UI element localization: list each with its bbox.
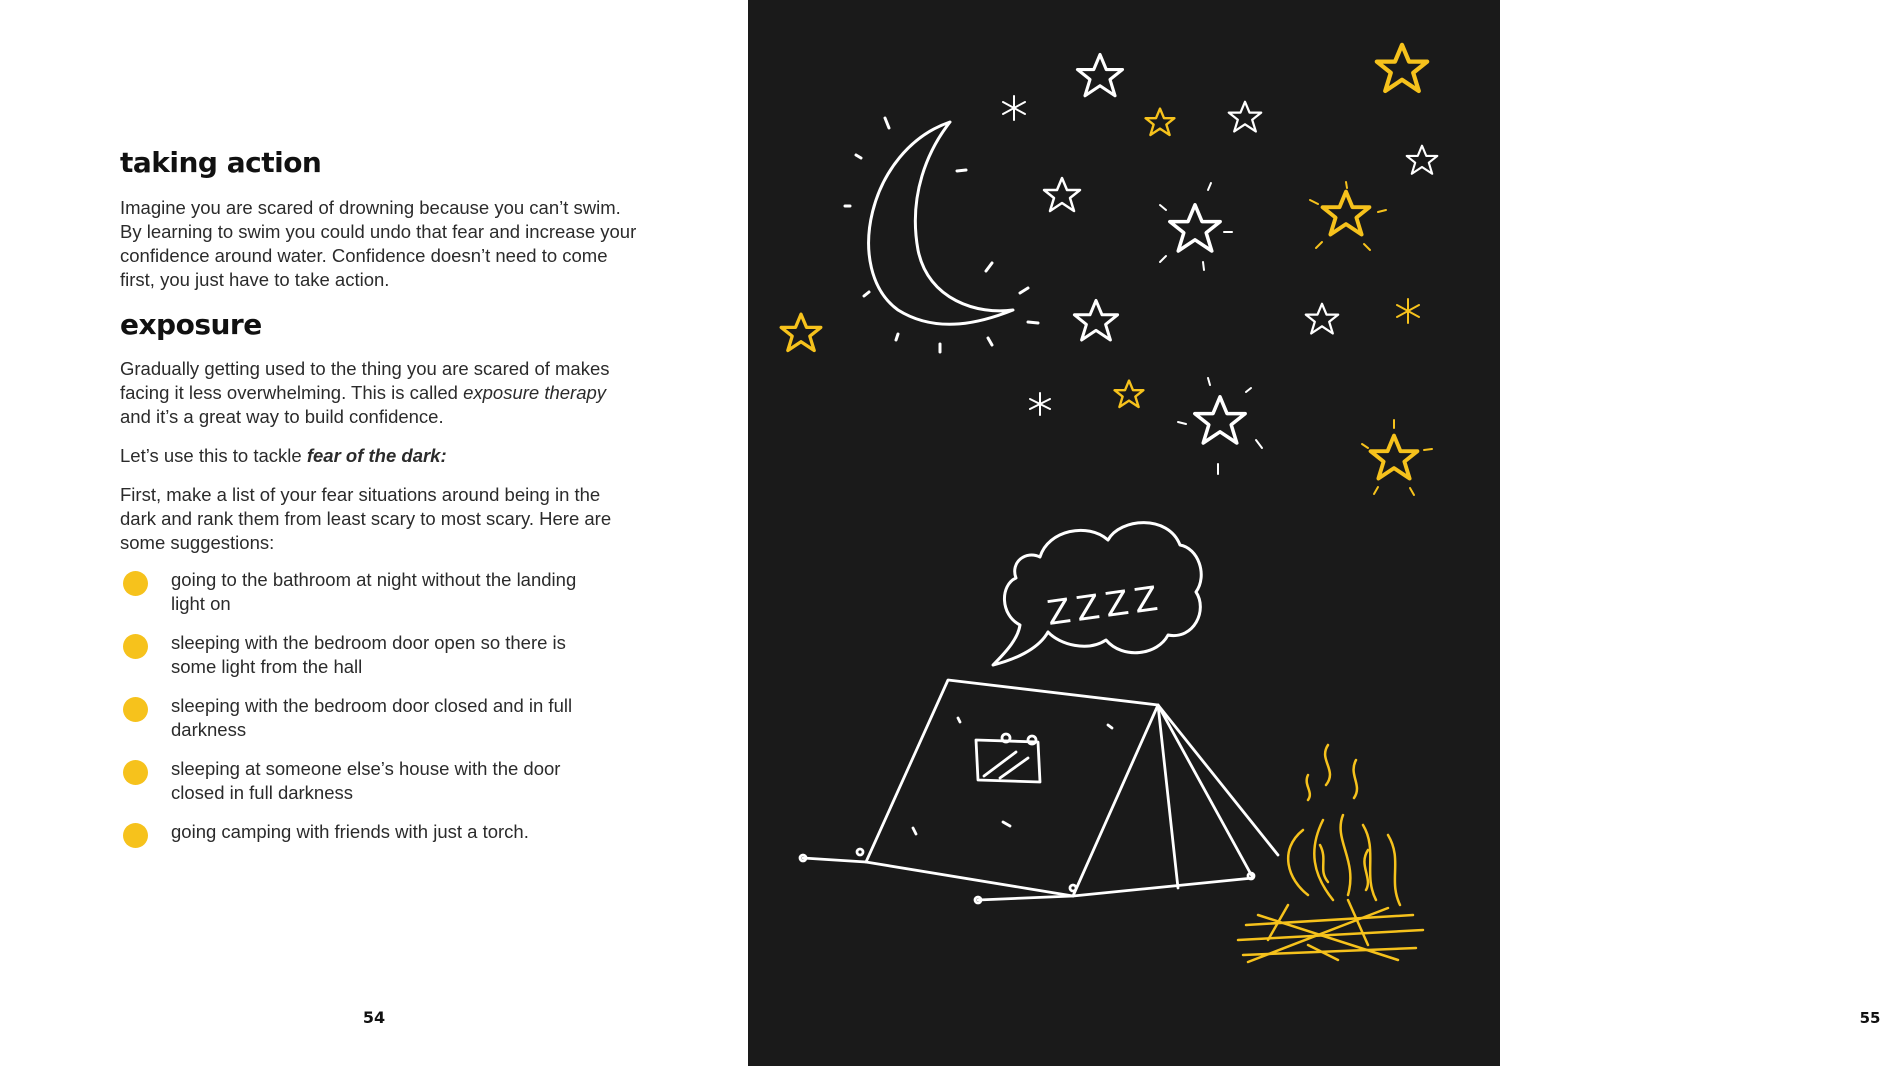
moon-icon bbox=[845, 118, 1038, 352]
suggestion-text: going to the bathroom at night without the landing light on bbox=[171, 569, 577, 614]
list-item bbox=[120, 631, 680, 694]
paragraph-taking-action: Imagine you are scared of drowning because you can’t swim. By learning to swim you could undo that fear and increase your confidence around water. Confidence doesn’t need to come first, you just have to take action. bbox=[120, 197, 637, 290]
page-number-badge bbox=[1849, 998, 1891, 1040]
list-item bbox=[120, 820, 680, 883]
list-item bbox=[120, 568, 680, 631]
campfire-icon bbox=[1238, 745, 1423, 962]
exposure-therapy-term: exposure therapy bbox=[463, 382, 607, 403]
suggestion-text: going camping with friends with just a torch. bbox=[171, 821, 529, 842]
exposure-text-2: and it’s a great way to build confidence. bbox=[120, 406, 444, 427]
yellow-sparkle-icon bbox=[1397, 299, 1419, 323]
heading-exposure: exposure bbox=[120, 308, 262, 341]
yellow-dot-icon bbox=[123, 823, 148, 848]
tent-icon bbox=[800, 680, 1278, 903]
yellow-star-icon bbox=[781, 45, 1427, 479]
white-sparkle-icon bbox=[1003, 96, 1050, 415]
paragraph-exposure bbox=[120, 357, 640, 429]
page-number-left: 54 bbox=[362, 1008, 386, 1027]
suggestion-text: sleeping with the bedroom door closed and in full darkness bbox=[171, 695, 573, 740]
white-star-icon bbox=[1044, 55, 1437, 444]
page-number-right: 55 bbox=[1859, 1009, 1881, 1027]
suggestion-text: sleeping at someone else’s house with the door closed in full darkness bbox=[171, 758, 561, 803]
yellow-dot-icon bbox=[123, 697, 148, 722]
yellow-dot-icon bbox=[123, 571, 148, 596]
sleep-zzz-text: ZZZZ bbox=[1044, 578, 1167, 634]
night-camping-illustration bbox=[748, 0, 1500, 1066]
paragraph-list-intro: First, make a list of your fear situations around being in the dark and rank them from least scary to most scary. Here are some suggestions: bbox=[120, 484, 612, 553]
list-item bbox=[120, 694, 680, 757]
tackle-text: Let’s use this to tackle bbox=[120, 445, 307, 466]
list-item bbox=[120, 757, 680, 820]
paragraph-tackle bbox=[120, 444, 640, 468]
left-page bbox=[0, 0, 748, 1066]
right-page bbox=[748, 0, 1881, 1066]
suggestion-text: sleeping with the bedroom door open so there is some light from the hall bbox=[171, 632, 566, 677]
suggestion-list bbox=[120, 568, 680, 883]
fear-of-dark-term: fear of the dark: bbox=[306, 445, 447, 466]
exposure-text-1: Gradually getting used to the thing you are scared of makes facing it less overwhelming. This is called bbox=[120, 358, 610, 403]
yellow-dot-icon bbox=[123, 760, 148, 785]
heading-taking-action: taking action bbox=[120, 146, 322, 179]
yellow-dot-icon bbox=[123, 634, 148, 659]
